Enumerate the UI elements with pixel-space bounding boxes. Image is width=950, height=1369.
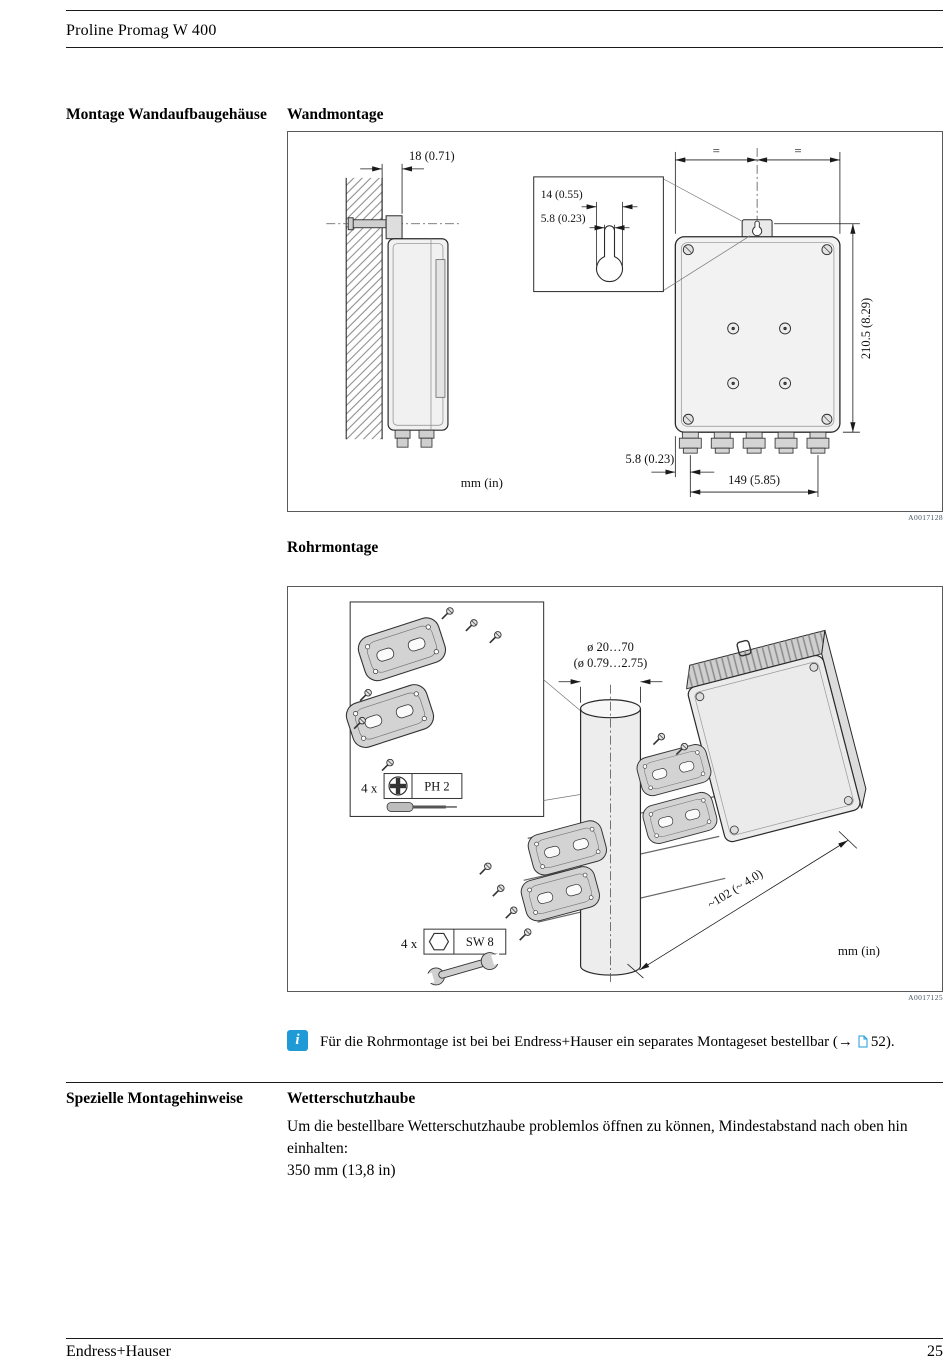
dim-equal-right-label: = (794, 142, 802, 158)
wall-cross-section (346, 178, 382, 439)
qty-screwdriver-label: 4 x (361, 780, 378, 796)
section-rule (66, 1082, 943, 1083)
page-header-title: Proline Promag W 400 (66, 22, 217, 39)
info-note-text (320, 1030, 895, 1053)
tool-ph2-label: PH 2 (424, 779, 450, 794)
dim-equal-left-label: = (712, 142, 720, 158)
phillips-tool-spec (384, 774, 462, 799)
figure-wandmontage (287, 131, 943, 512)
section-label-montage: Montage Wandaufbaugehäuse (66, 106, 267, 123)
heading-wetterschutzhaube: Wetterschutzhaube (287, 1090, 416, 1107)
dim-pipe-to-housing-lines (627, 831, 856, 978)
pipe-dia-mm-label: ø 20…70 (587, 639, 634, 654)
section-label-hinweise: Spezielle Montagehinweise (66, 1090, 243, 1107)
bracket-plates-inset (343, 602, 544, 816)
housing-side-view (386, 216, 448, 447)
hex-icon (429, 933, 448, 949)
screw-icon (520, 929, 531, 940)
hex-tool-spec (424, 929, 506, 954)
body-line-2: 350 mm (13,8 in) (287, 1162, 396, 1179)
dim-18-label: 18 (0.71) (409, 148, 455, 163)
mounting-plate (641, 790, 720, 846)
heading-wandmontage: Wandmontage (287, 106, 384, 123)
body-line-1: Um die bestellbare Wetterschutzhaube problemlos öffnen zu können, Mindestabstand nach oben hin einhalten: (287, 1118, 908, 1157)
footer-page-number: 25 (927, 1343, 943, 1360)
wall-mounting-drawing (288, 132, 942, 511)
dim-14-label: 14 (0.55) (540, 188, 583, 201)
wrench-icon (423, 950, 502, 988)
page-reference-icon (858, 1035, 868, 1048)
info-icon: i (287, 1030, 308, 1051)
screw-icon (506, 907, 517, 918)
cable-glands-front (679, 432, 829, 453)
pipe-mounting-drawing (288, 587, 942, 991)
dim-58-inset-label: 5.8 (0.23) (540, 212, 586, 225)
pipe-dia-in-label: (ø 0.79…2.75) (573, 655, 648, 670)
footer-company: Endress+Hauser (66, 1343, 171, 1360)
dim-gland-offset-label: 5.8 (0.23) (625, 452, 675, 467)
wall-anchor-screw (348, 218, 386, 230)
footer-rule (66, 1338, 943, 1339)
screw-icon (480, 863, 491, 874)
header-rule (66, 47, 943, 48)
info-note (287, 1030, 947, 1053)
note-text-before: Für die Rohrmontage ist bei bei Endress+Hauser ein separates Montageset bestellbar (→ (320, 1034, 853, 1050)
figure-id-wandmontage: A0017128 (908, 513, 943, 522)
figure-id-rohrmontage: A0017125 (908, 993, 943, 1002)
units-label-fig2: mm (in) (837, 943, 880, 959)
display-bezel-side (436, 260, 445, 398)
housing-front-view (675, 220, 840, 453)
screw-icon (653, 733, 664, 744)
units-label-fig1: mm (in) (460, 475, 503, 491)
dim-102-label: ~102 (~ 4.0) (704, 866, 766, 912)
mounting-plate (635, 742, 714, 798)
tool-sw8-label: SW 8 (465, 935, 494, 950)
dim-height-label: 210.5 (8.29) (858, 297, 873, 360)
page-reference-link[interactable]: 52). (870, 1034, 895, 1050)
cable-glands-side (395, 430, 434, 447)
wetterschutzhaube-body (287, 1116, 947, 1182)
figure-rohrmontage (287, 586, 943, 992)
dim-width-label: 149 (5.85) (728, 473, 781, 488)
top-rule (66, 10, 943, 11)
heading-rohrmontage: Rohrmontage (287, 539, 379, 556)
screw-icon (493, 885, 504, 896)
qty-wrench-label: 4 x (401, 936, 418, 952)
